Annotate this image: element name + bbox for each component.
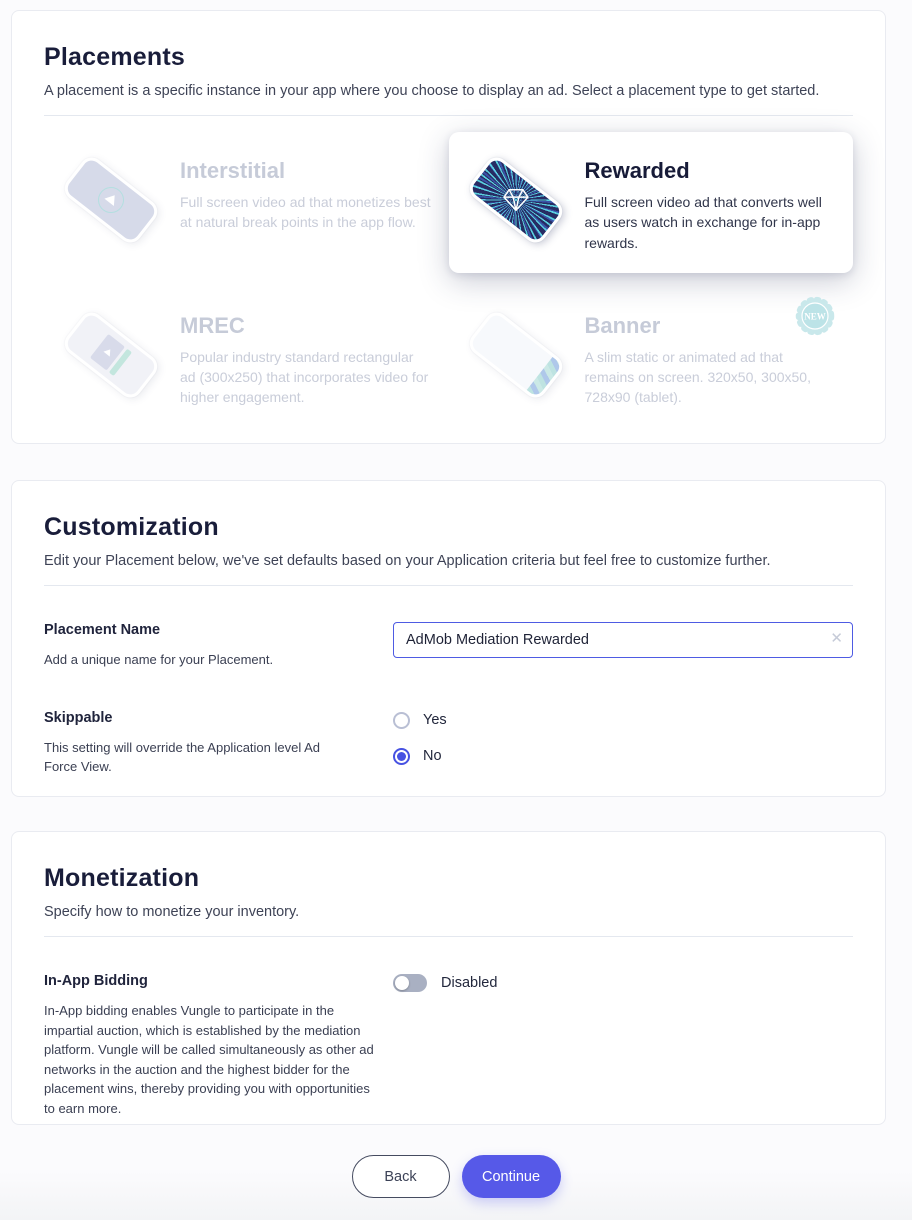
customization-subtitle: Edit your Placement below, we've set defaults based on your Application criteria but feel free to customize further. [44, 553, 771, 569]
banner-phone-icon [465, 307, 567, 403]
skippable-row [44, 710, 853, 784]
placement-type-desc: Full screen video ad that converts well as users watch in exchange for in-app rewards. [584, 194, 822, 251]
placement-type-mrec[interactable] [44, 287, 449, 428]
placement-type-grid [44, 132, 853, 428]
banner-ad-icon [526, 357, 562, 398]
placement-name-row [44, 622, 853, 670]
rewarded-phone-icon [465, 152, 567, 248]
placement-type-name: Interstitial [180, 158, 286, 183]
placement-name-help: Add a unique name for your Placement. [44, 652, 274, 667]
skippable-label: Skippable [44, 709, 113, 726]
radio-checked-icon[interactable] [393, 748, 410, 765]
divider [44, 115, 853, 116]
placement-type-banner[interactable] [449, 287, 854, 428]
radio-label: Yes [423, 712, 447, 728]
placement-type-desc: Full screen video ad that monetizes best at natural break points in the app flow. [180, 194, 431, 231]
in-app-bidding-state: Disabled [441, 975, 498, 991]
clear-input-icon[interactable]: ✕ [830, 630, 843, 647]
in-app-bidding-label: In-App Bidding [44, 973, 148, 989]
placements-subtitle: A placement is a specific instance in your app where you choose to display an ad. Select a placement type to get started. [44, 83, 820, 99]
placement-type-name: Banner [584, 312, 661, 338]
continue-button[interactable]: Continue [462, 1155, 561, 1198]
skippable-help: This setting will override the Application level Ad Force View. [44, 739, 321, 774]
in-app-bidding-help: In-App bidding enables Vungle to participate in the impartial auction, which is established by the mediation platform. Vungle will be called simultaneously as other ad networks in the auction and the highest bidder for the placement wins, thereby providing you with opportunities to earn more. [44, 1003, 374, 1116]
gem-icon [502, 188, 530, 212]
placements-section [11, 10, 886, 444]
customization-section [11, 480, 886, 797]
in-app-bidding-toggle[interactable] [393, 974, 427, 992]
play-icon [93, 182, 129, 218]
monetization-title: Monetization [44, 864, 200, 892]
divider [44, 936, 853, 937]
footer-actions [0, 1155, 912, 1198]
new-badge-icon [793, 293, 837, 339]
monetization-section [11, 831, 886, 1125]
radio-unchecked-icon[interactable] [393, 712, 410, 729]
placement-type-desc: Popular industry standard rectangular ad (300x250) that incorporates video for higher engagement. [180, 348, 429, 406]
placement-type-rewarded[interactable] [449, 132, 854, 273]
interstitial-phone-icon [60, 152, 162, 248]
skippable-option-no[interactable] [393, 748, 447, 765]
radio-label: No [423, 748, 442, 764]
placements-title: Placements [44, 43, 185, 71]
placement-type-name: Rewarded [584, 158, 690, 183]
customization-title: Customization [44, 513, 219, 541]
placement-type-name: MREC [180, 312, 245, 338]
mrec-phone-icon [60, 307, 162, 403]
skippable-option-yes[interactable] [393, 712, 447, 729]
divider [44, 585, 853, 586]
new-badge-label: NEW [804, 311, 826, 322]
placement-name-input[interactable] [393, 622, 853, 658]
placement-type-desc: A slim static or animated ad that remains on screen. 320x50, 300x50, 728x90 (tablet). [584, 348, 811, 406]
in-app-bidding-row [44, 973, 853, 1118]
placement-type-interstitial[interactable] [44, 132, 449, 273]
monetization-subtitle: Specify how to monetize your inventory. [44, 904, 300, 920]
placement-name-label: Placement Name [44, 622, 161, 638]
back-button[interactable]: Back [352, 1155, 450, 1198]
